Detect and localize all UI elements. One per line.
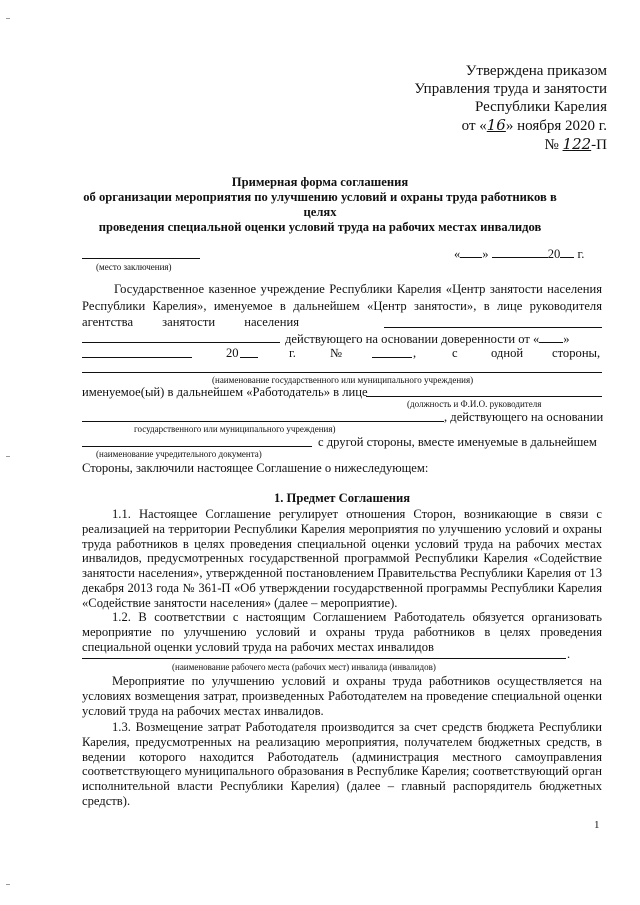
party2-line-2-end: , действующего на основании bbox=[444, 410, 604, 424]
clause-1-2-continued: Мероприятие по улучшению условий и охраны труда работников осуществляется на условиях возмещения затрат, произведенных Работодателем на проведение специальной оценки условий труда на рабочих местах инвалидов. bbox=[82, 674, 602, 718]
agency-head-blank[interactable] bbox=[384, 327, 602, 328]
approval-line-2: Управления труда и занятости bbox=[414, 81, 607, 97]
employer-head-blank-2[interactable] bbox=[82, 421, 444, 422]
organization-caption-2: государственного или муниципального учреждения) bbox=[134, 424, 336, 434]
power-of-attorney-number-blank[interactable] bbox=[372, 357, 412, 358]
approval-line-1: Утверждена приказом bbox=[465, 63, 607, 79]
place-blank[interactable] bbox=[82, 258, 200, 259]
party1-line-3: агентства занятости населения bbox=[82, 315, 300, 329]
organization-caption: (наименование государственного или муниципального учреждения) bbox=[212, 375, 474, 385]
approval-line-3: Республики Карелия bbox=[474, 99, 607, 115]
year-suffix: г. bbox=[289, 346, 296, 360]
year-blank[interactable] bbox=[240, 357, 258, 358]
word-side: стороны, bbox=[552, 346, 601, 360]
founding-document-blank[interactable] bbox=[82, 446, 312, 447]
title-line-1: Примерная форма соглашения bbox=[231, 175, 409, 189]
clause-1-2: 1.2. В соответствии с настоящим Соглашением Работодатель обязуется организовать мероприятие по улучшению условий и охраны труда работников в целях проведения специальной оценки условий труда на рабочих местах инвалидов bbox=[82, 610, 602, 654]
party2-line-3-end: с другой стороны, вместе именуемые в дальнейшем bbox=[318, 435, 597, 449]
clause-1-1: 1.1. Настоящее Соглашение регулирует отношения Сторон, возникающие в связи с реализацией на территории Республики Карелия мероприятия по улучшению условий и охраны труда работников в целях проведения специальной оценки условий труда на рабочих местах инвалидов, предусмотренных государственной программой Республики Карелия «Содействие занятости населения», утвержденной постановлением Правительства Республики Карелия от 13 декабря 2013 года № 361-П «Об утверждении государственной программы Республики Карелия «Содействие занятости населения» (далее – мероприятие). bbox=[82, 507, 602, 610]
position-caption: (должность и Ф.И.О. руководителя bbox=[407, 399, 542, 409]
employer-head-blank[interactable] bbox=[366, 396, 602, 397]
organization-blank[interactable] bbox=[82, 372, 602, 373]
section-1-heading: 1. Предмет Соглашения bbox=[273, 491, 411, 505]
year-prefix: 20 bbox=[226, 346, 239, 360]
power-of-attorney-day-blank[interactable] bbox=[539, 331, 563, 343]
party1-line-1: Государственное казенное учреждение Республики Карелия «Центр занятости населения bbox=[114, 282, 602, 296]
margin-mark bbox=[6, 18, 10, 19]
party1-line-4: действующего на основании доверенности от « » bbox=[285, 332, 570, 346]
margin-mark bbox=[6, 456, 10, 457]
clause-1-3: 1.3. Возмещение затрат Работодателя производится за счет средств бюджета Республики Карелия, предусмотренных на реализацию мероприятия, получателем бюджетных средств, в ведении которого находится Работодатель (администрация местного самоуправления соответствующего муниципального образования в Республике Карелия; соответствующий орган исполнительной власти Республики Карелия) (далее – главный распорядитель бюджетных средств). bbox=[82, 720, 602, 808]
clause-1-2-end: . bbox=[567, 647, 571, 661]
agency-head-blank-2[interactable] bbox=[82, 342, 280, 343]
approval-number: № 122-П bbox=[544, 135, 607, 153]
approval-date: от «16» ноября 2020 г. bbox=[461, 116, 607, 134]
party2-line-1: именуемое(ый) в дальнейшем «Работодатель» в лице bbox=[82, 385, 368, 399]
handwritten-number: 122 bbox=[562, 135, 592, 153]
place-caption: (место заключения) bbox=[96, 262, 172, 272]
workplace-caption: (наименование рабочего места (рабочих мест) инвалида (инвалидов) bbox=[172, 662, 436, 672]
word-one: одной bbox=[491, 346, 524, 360]
approval-block bbox=[347, 62, 607, 154]
page-number: 1 bbox=[594, 819, 600, 831]
comma: , bbox=[413, 346, 417, 360]
word-s: с bbox=[452, 346, 458, 360]
founding-document-caption: (наименование учредительного документа) bbox=[96, 449, 262, 459]
date-month-blank[interactable] bbox=[492, 246, 548, 258]
title-line-2: об организации мероприятия по улучшению условий и охраны труда работников в целях bbox=[83, 190, 557, 219]
date-day-blank[interactable] bbox=[460, 246, 482, 258]
party1-line-2: Республики Карелия», именуемое в дальнейшем «Центр занятости», в лице руководителя bbox=[82, 299, 602, 313]
document-title bbox=[70, 175, 570, 235]
number-sign: № bbox=[330, 346, 343, 360]
power-of-attorney-date-blank[interactable] bbox=[82, 357, 192, 358]
date-year-blank[interactable] bbox=[560, 246, 574, 258]
handwritten-day: 16 bbox=[486, 116, 506, 134]
title-line-3: проведения специальной оценки условий труда на рабочих местах инвалидов bbox=[98, 220, 542, 234]
margin-mark bbox=[6, 884, 10, 885]
date-field: « » 20 г. bbox=[454, 247, 585, 261]
parties-conclusion: Стороны, заключили настоящее Соглашение о нижеследующем: bbox=[82, 461, 429, 475]
workplace-blank[interactable] bbox=[82, 658, 566, 659]
